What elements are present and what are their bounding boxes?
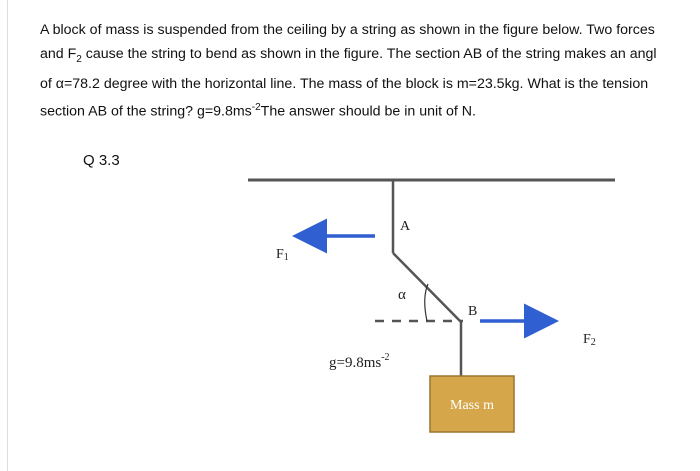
problem-line-1: A block of mass is suspended from the ceiling by a string as shown in the figure below. Two forces — [40, 22, 655, 38]
problem-line-2: and $F_2$ cause the string to bend as shown in the figure. The section AB of the string makes an angl — [40, 46, 657, 65]
label-b: B — [468, 304, 478, 319]
mass-label: Mass m — [450, 398, 494, 413]
label-f1: F1 — [276, 247, 289, 263]
label-a: A — [400, 219, 411, 234]
gravity-label: $g=9.8ms^{-2}$ — [329, 352, 390, 371]
problem-line-4: section AB of the string? $g=9.8ms^{-2}The$ answer should be in unit of N. — [40, 101, 476, 120]
question-label: Q 3.3 — [83, 152, 120, 169]
label-alpha: α — [398, 287, 406, 303]
label-f2: F2 — [583, 332, 596, 348]
problem-line-3: of α=78.2 degree with the horizontal line. The mass of the block is m=23.5kg. What is the tension — [40, 75, 649, 92]
